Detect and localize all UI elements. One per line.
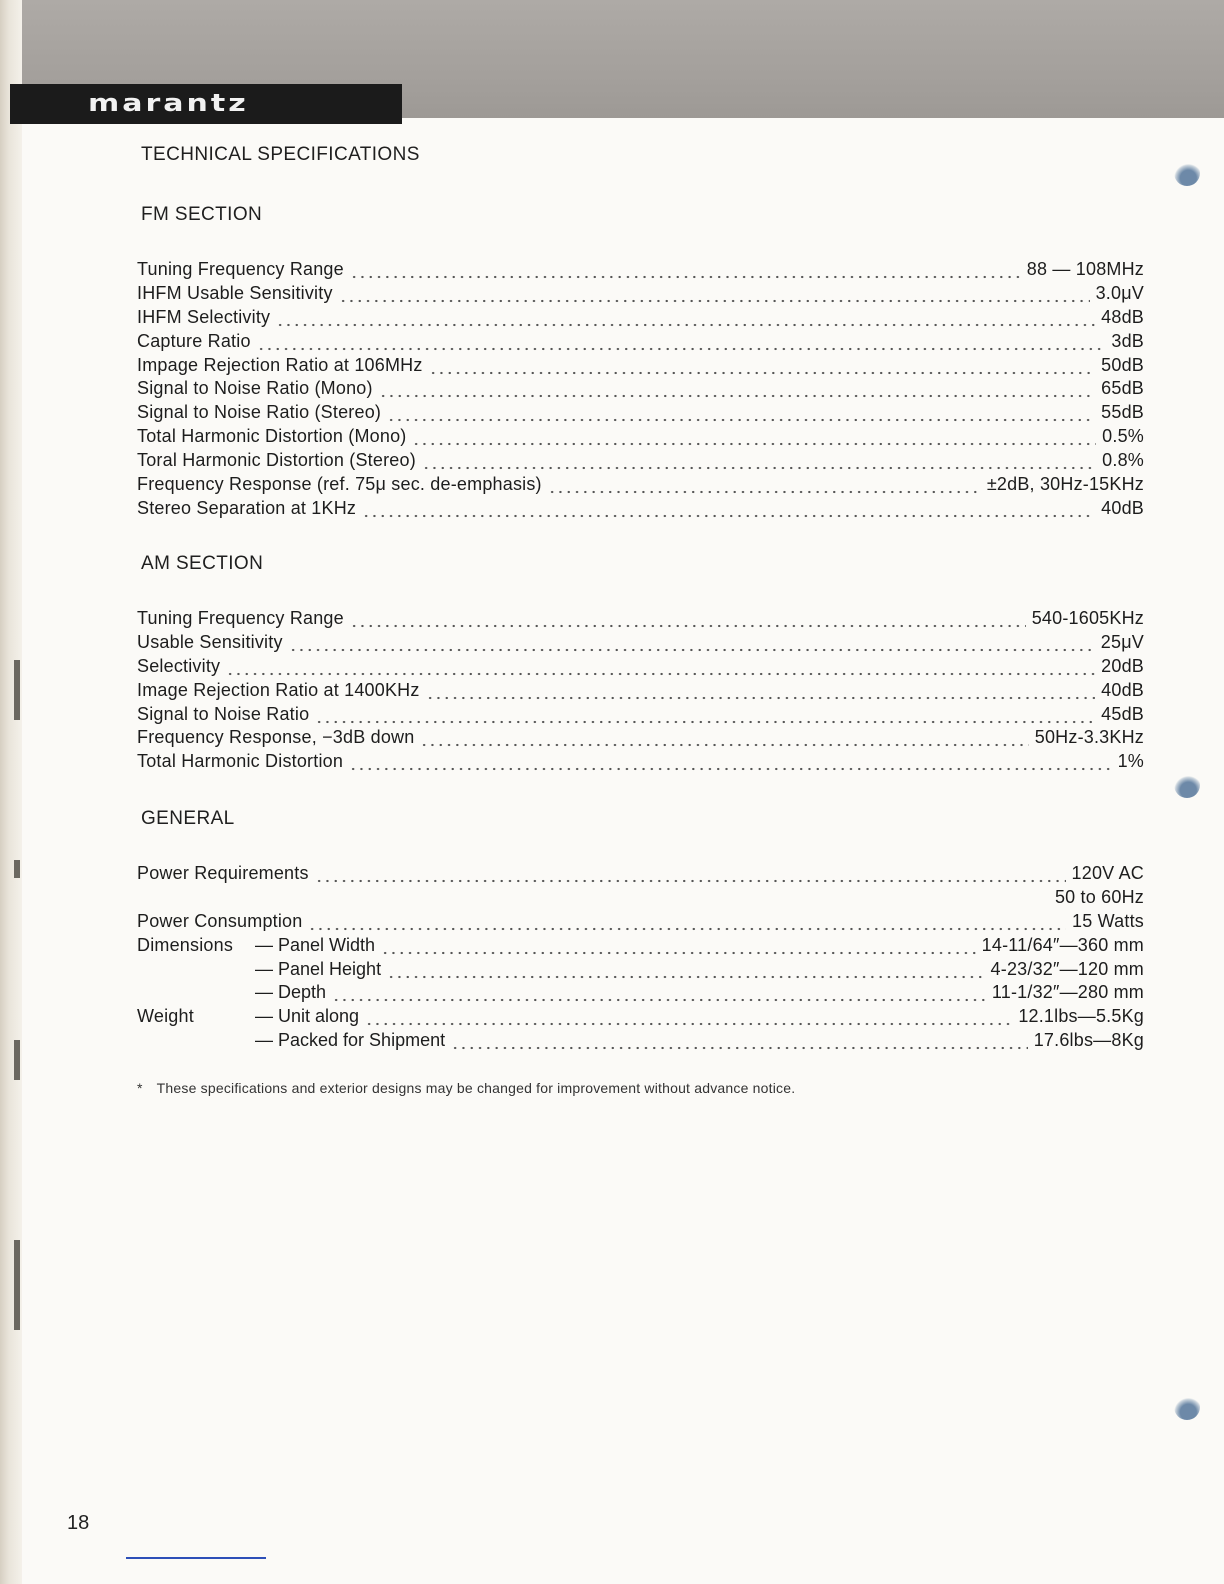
spec-value: 11-1/32″—280 mm <box>991 982 1144 1003</box>
spec-label: Impage Rejection Ratio at 106MHz <box>137 354 423 375</box>
binder-hole-icon <box>1174 1394 1200 1420</box>
spec-label: Signal to Noise Ratio (Stereo) <box>137 402 382 423</box>
dot-leader <box>548 473 981 497</box>
spec-row <box>137 377 1144 401</box>
spec-sublabel: — Panel Height <box>255 958 382 979</box>
spec-value: 4-23/32″—120 mm <box>990 958 1144 979</box>
spec-label: Total Harmonic Distortion (Mono) <box>137 426 407 447</box>
spec-row <box>137 910 1144 934</box>
spec-row <box>137 354 1144 378</box>
spec-label: Tuning Frequency Range <box>137 607 344 628</box>
spec-row <box>137 750 1144 774</box>
dot-leader <box>350 607 1026 631</box>
spec-label: Toral Harmonic Distortion (Stereo) <box>137 450 416 471</box>
spec-label: Signal to Noise Ratio <box>137 703 310 724</box>
spec-value: 45dB <box>1101 703 1144 724</box>
spec-sublabel: — Unit along <box>255 1006 360 1027</box>
dot-leader <box>308 910 1066 934</box>
spec-value: 540-1605KHz <box>1031 607 1144 628</box>
spec-list-general <box>137 862 1144 1053</box>
spec-value: 40dB <box>1101 497 1144 518</box>
spec-value: 120V AC <box>1071 862 1144 883</box>
spec-label: Capture Ratio <box>137 330 251 351</box>
dot-leader <box>451 1029 1028 1053</box>
spec-row <box>137 958 1144 982</box>
dot-leader <box>365 1005 1012 1029</box>
spec-row-continuation <box>137 886 1144 910</box>
dot-leader <box>339 282 1090 306</box>
spec-sublabel: — Panel Width <box>255 934 376 955</box>
spec-row <box>137 1029 1144 1053</box>
spec-sublabel: — Depth <box>255 982 327 1003</box>
spec-value: 12.1lbs—5.5Kg <box>1018 1006 1144 1027</box>
spec-row <box>137 497 1144 521</box>
spec-sublabel: — Packed for Shipment <box>255 1030 446 1051</box>
page-title: TECHNICAL SPECIFICATIONS <box>141 144 420 165</box>
spec-value: 40dB <box>1101 679 1144 700</box>
spec-label: Dimensions <box>137 934 234 955</box>
spec-label: Weight <box>137 1006 194 1027</box>
spec-value: 25μV <box>1100 631 1144 652</box>
spec-list-fm <box>137 258 1144 521</box>
section-heading-am: AM SECTION <box>141 553 264 574</box>
spec-label: Frequency Response, −3dB down <box>137 727 415 748</box>
spec-value: 17.6lbs—8Kg <box>1033 1030 1144 1051</box>
spec-row <box>137 862 1144 886</box>
dot-leader <box>362 497 1095 521</box>
spec-value: ±2dB, 30Hz-15KHz <box>986 474 1144 494</box>
spec-label: Power Requirements <box>137 862 309 883</box>
spec-label: Image Rejection Ratio at 1400KHz <box>137 679 420 700</box>
spec-value: 3.0μV <box>1095 282 1144 303</box>
spec-label: Stereo Separation at 1KHz <box>137 497 357 518</box>
dot-leader <box>412 425 1096 449</box>
brand-logo <box>10 84 402 124</box>
spec-row <box>137 607 1144 631</box>
dot-leader <box>289 631 1095 655</box>
dot-leader <box>315 703 1095 727</box>
spec-value: 0.8% <box>1102 450 1144 471</box>
dot-leader <box>276 306 1095 330</box>
dot-leader <box>315 862 1066 886</box>
spec-value: 3dB <box>1111 330 1144 351</box>
dot-leader <box>387 401 1095 425</box>
spec-label: Total Harmonic Distortion <box>137 751 344 772</box>
dot-leader <box>226 655 1095 679</box>
dot-leader <box>387 958 984 982</box>
spec-value: 20dB <box>1101 655 1144 676</box>
dot-leader <box>422 449 1096 473</box>
binder-hole-icon <box>1174 772 1200 798</box>
dot-leader <box>381 934 976 958</box>
spec-value: 15 Watts <box>1072 910 1144 931</box>
dot-leader <box>420 726 1028 750</box>
spec-label: Frequency Response (ref. 75μ sec. de-emphasis) <box>137 474 542 494</box>
binder-hole-icon <box>1174 160 1200 186</box>
section-heading-fm: FM SECTION <box>141 204 263 225</box>
spec-row <box>137 726 1144 750</box>
dot-leader <box>349 750 1112 774</box>
spec-value: 50dB <box>1101 354 1144 375</box>
dot-leader <box>350 258 1021 282</box>
brand-logo-text: marantz <box>88 89 249 118</box>
spec-label: Selectivity <box>137 655 221 676</box>
dot-leader <box>429 354 1096 378</box>
spec-row <box>137 282 1144 306</box>
spec-label: Signal to Noise Ratio (Mono) <box>137 378 373 399</box>
page-binding-edge <box>0 0 22 1584</box>
spec-row <box>137 401 1144 425</box>
spec-label: Tuning Frequency Range <box>137 258 344 279</box>
spec-value: 88 — 108MHz <box>1026 258 1144 279</box>
spec-row <box>137 655 1144 679</box>
page-number: 18 <box>67 1512 90 1534</box>
spec-value: 48dB <box>1101 306 1144 327</box>
spec-row <box>137 306 1144 330</box>
spec-row <box>137 703 1144 727</box>
spec-row <box>137 425 1144 449</box>
spec-label: IHFM Selectivity <box>137 306 271 327</box>
spec-row <box>137 449 1144 473</box>
spec-value: 50 to 60Hz <box>1054 886 1144 907</box>
section-heading-general: GENERAL <box>141 808 235 829</box>
spec-label: IHFM Usable Sensitivity <box>137 282 333 303</box>
footnote <box>137 1080 795 1096</box>
dot-leader <box>332 981 986 1005</box>
spec-value: 55dB <box>1101 402 1144 423</box>
dot-leader <box>426 679 1096 703</box>
spec-value: 1% <box>1117 751 1144 772</box>
dot-leader <box>379 377 1095 401</box>
spec-row <box>137 934 1144 958</box>
spec-row <box>137 330 1144 354</box>
spec-value: 0.5% <box>1102 426 1144 447</box>
spec-row <box>137 981 1144 1005</box>
bottom-rule <box>126 1557 266 1559</box>
spec-row <box>137 473 1144 497</box>
spec-label: Usable Sensitivity <box>137 631 283 652</box>
dot-leader <box>257 330 1106 354</box>
spec-row <box>137 679 1144 703</box>
spec-label: Power Consumption <box>137 910 303 931</box>
footnote-marker: * <box>137 1080 143 1096</box>
footnote-text: These specifications and exterior designs may be changed for improvement without advance notice. <box>156 1080 796 1096</box>
spec-row <box>137 1005 1144 1029</box>
spec-list-am <box>137 607 1144 774</box>
spec-row <box>137 258 1144 282</box>
spec-value: 50Hz-3.3KHz <box>1034 727 1144 748</box>
spec-value: 65dB <box>1101 378 1144 399</box>
spec-row <box>137 631 1144 655</box>
spec-value: 14-11/64″—360 mm <box>981 934 1144 955</box>
